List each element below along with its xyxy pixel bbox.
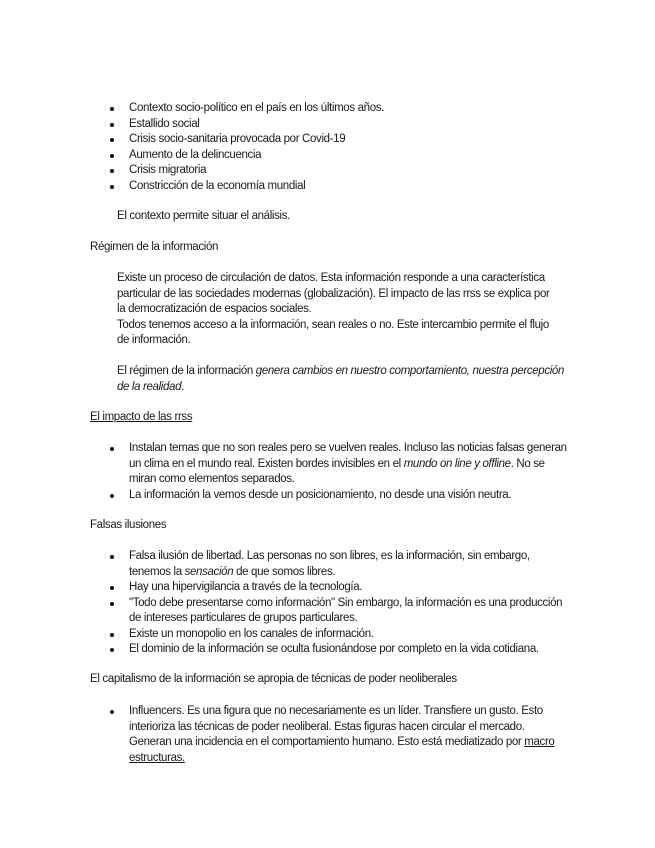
list-item: Hay una hipervigilancia a través de la tecnología.	[129, 580, 569, 596]
capitalismo-item1-a: Influencers. Es una figura que no necesariamente es un líder. Transfiere un gusto. Esto interioriza las técnicas de poder neoliberal. Estas figuras hacen circular el mercado. Generan una incidencia en el comportamiento humano. Esto está mediatizado por	[129, 705, 543, 748]
list-item: Aumento de la delincuencia	[129, 148, 599, 164]
list-item: Constricción de la economía mundial	[129, 179, 599, 195]
regimen-p2-start: El régimen de la información	[117, 365, 256, 377]
capitalismo-item1-underline: macro estructuras.	[129, 736, 555, 764]
context-paragraph: El contexto permite situar el análisis.	[117, 210, 290, 222]
list-item: Estallido social	[129, 117, 599, 133]
section-heading-impacto: El impacto de las rrss	[90, 411, 193, 423]
list-item: Contexto socio-político en el país en los últimos años.	[129, 101, 599, 117]
falsas-item1-b: de que somos libres.	[233, 565, 336, 578]
regimen-text-1: Existe un proceso de circulación de datos. Esta información responde a una característica particular de las sociedades modernas (globalización). El impacto de las rrss se explica por la democratización de espacios sociales.	[117, 272, 550, 315]
falsas-item1-italic: sensación	[184, 565, 234, 578]
section-heading-capitalismo: El capitalismo de la información se apropia de técnicas de poder neoliberales	[90, 673, 457, 685]
regimen-paragraph-1	[117, 271, 557, 349]
impacto-list	[129, 441, 569, 503]
regimen-text-2: Todos tenemos acceso a la información, sean reales o no. Este intercambio permite el flujo de información.	[117, 318, 549, 346]
section-heading-regimen: Régimen de la información	[90, 241, 219, 253]
list-item: Existe un monopolio en los canales de información.	[129, 627, 569, 643]
list-item: El dominio de la información se oculta fusionándose por completo en la vida cotidiana.	[129, 642, 569, 658]
list-item: La información la vemos desde un posicionamiento, no desde una visión neutra.	[129, 488, 569, 504]
impacto-item1-a: Instalan temas que no son reales pero se vuelven reales. Incluso las noticias falsas generan un clima en el mundo real. Existen bordes invisibles en el	[129, 442, 567, 470]
capitalismo-list	[129, 704, 569, 766]
list-item	[129, 549, 569, 580]
list-item: Crisis socio-sanitaria provocada por Covid-19	[129, 132, 599, 148]
list-item: "Todo debe presentarse como información" Sin embargo, la información es una producción de intereses particulares de grupos particulares.	[129, 596, 569, 627]
section-heading-falsas: Falsas ilusiones	[90, 519, 167, 531]
regimen-p2-italic: genera cambios en nuestro comportamiento, nuestra percepción de la realidad	[117, 365, 565, 393]
impacto-item1-b: . No se miran como elementos separados.	[129, 457, 545, 485]
context-list	[129, 101, 599, 194]
falsas-item1-a: Falsa ilusión de libertad. Las personas no son libres, es la información, sin embargo, tenemos la	[129, 550, 530, 578]
impacto-item1-italic: mundo on line y offline	[403, 457, 511, 470]
regimen-paragraph-2	[117, 364, 567, 395]
list-item	[129, 704, 569, 766]
list-item: Crisis migratoria	[129, 163, 599, 179]
regimen-p2-end: .	[181, 380, 185, 393]
falsas-list	[129, 549, 569, 658]
list-item	[129, 441, 569, 488]
